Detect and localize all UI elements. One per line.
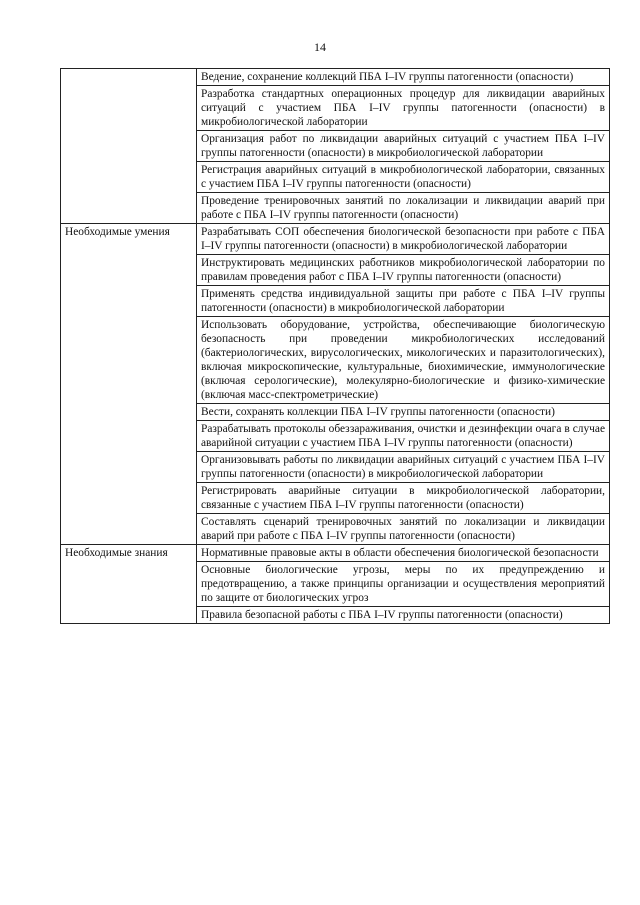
skill-item: Вести, сохранять коллекции ПБА I–IV группы патогенности (опасности) (197, 404, 610, 421)
skill-item: Применять средства индивидуальной защиты при работе с ПБА I–IV группы патогенности (опасности) в микробиологической лаборатории (197, 286, 610, 317)
skills-label: Необходимые умения (61, 224, 197, 545)
page-number: 14 (314, 40, 326, 54)
table-row (61, 69, 610, 86)
knowledge-label: Необходимые знания (61, 545, 197, 624)
knowledge-item: Основные биологические угрозы, меры по их предупреждению и предотвращению, а также принципы организации и осуществления мероприятий по защите от биологических угроз (197, 562, 610, 607)
table-row (61, 545, 610, 562)
skill-item: Инструктировать медицинских работников микробиологической лаборатории по правилам проведения работ с ПБА I–IV группы патогенности (опасности) (197, 255, 610, 286)
action-item: Проведение тренировочных занятий по локализации и ликвидации аварий при работе с ПБА I–IV группы патогенности (опасности) (197, 193, 610, 224)
group-label-empty (61, 69, 197, 224)
skill-item: Использовать оборудование, устройства, обеспечивающие биологическую безопасность при проведении микробиологических исследований (бактериологических, вирусологических, микологических и паразитологических), включая микроскопические, культуральные, биохимические, иммунологические (включая серологические), молекулярно-биологические и физико-химические (включая масс-спектрометрические) (197, 317, 610, 404)
skill-item: Разрабатывать протоколы обеззараживания, очистки и дезинфекции очага в случае аварийной ситуации с участием ПБА I–IV группы патогенности (опасности) (197, 421, 610, 452)
skill-item: Разрабатывать СОП обеспечения биологической безопасности при работе с ПБА I–IV группы патогенности (опасности) в микробиологической лаборатории (197, 224, 610, 255)
action-item: Ведение, сохранение коллекций ПБА I–IV группы патогенности (опасности) (197, 69, 610, 86)
table-row (61, 224, 610, 255)
skill-item: Составлять сценарий тренировочных занятий по локализации и ликвидации аварий при работе с ПБА I–IV группы патогенности (опасности) (197, 514, 610, 545)
skill-item: Регистрировать аварийные ситуации в микробиологической лаборатории, связанные с участием ПБА I–IV группы патогенности (опасности) (197, 483, 610, 514)
action-item: Разработка стандартных операционных процедур для ликвидации аварийных ситуаций с участием ПБА I–IV группы патогенности (опасности) в микробиологической лаборатории (197, 86, 610, 131)
knowledge-item: Правила безопасной работы с ПБА I–IV группы патогенности (опасности) (197, 607, 610, 624)
knowledge-item: Нормативные правовые акты в области обеспечения биологической безопасности (197, 545, 610, 562)
action-item: Регистрация аварийных ситуаций в микробиологической лаборатории, связанных с участием ПБА I–IV группы патогенности (опасности) (197, 162, 610, 193)
skill-item: Организовывать работы по ликвидации аварийных ситуаций с участием ПБА I–IV группы патогенности (опасности) в микробиологической лаборатории (197, 452, 610, 483)
action-item: Организация работ по ликвидации аварийных ситуаций с участием ПБА I–IV группы патогенности (опасности) в микробиологической лаборатории (197, 131, 610, 162)
competency-table (60, 68, 610, 624)
